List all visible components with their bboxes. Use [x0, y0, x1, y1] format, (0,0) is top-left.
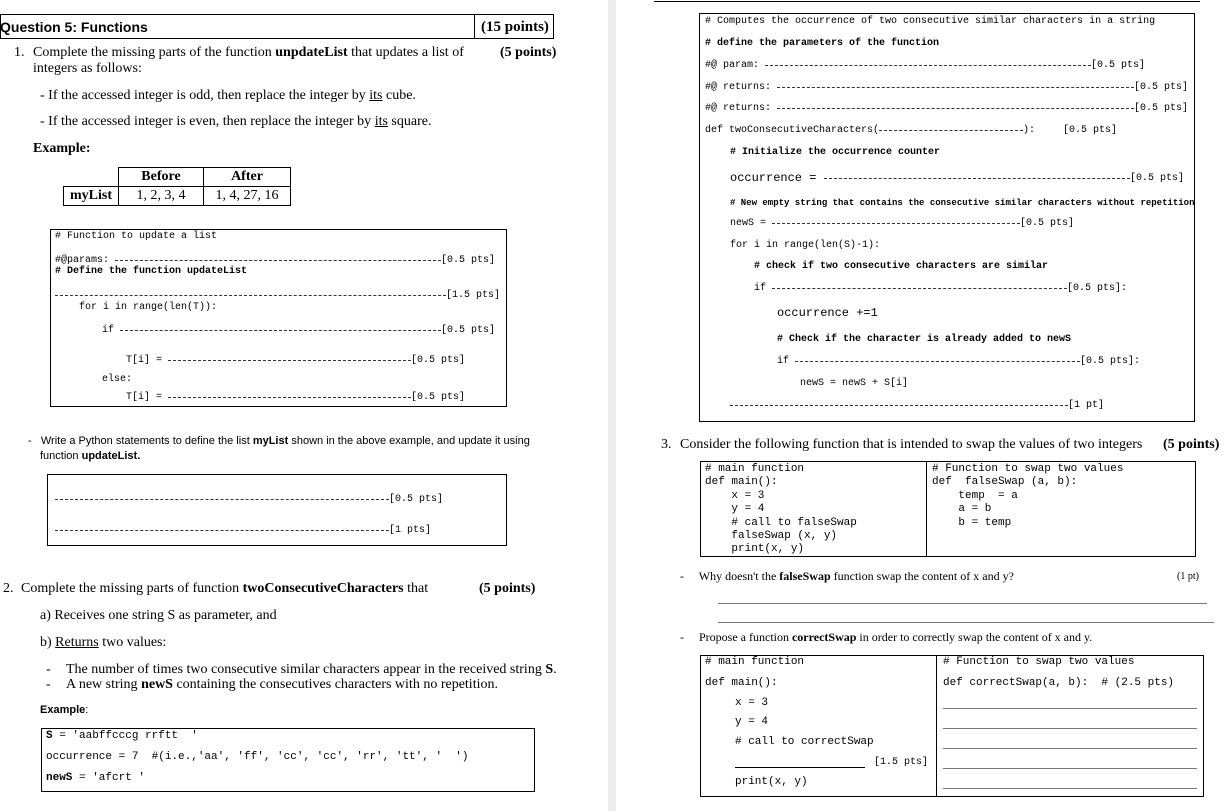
blank-dash[interactable]: [55, 530, 389, 531]
rc-check-comment: # check if two consecutive characters are similar: [754, 261, 1049, 272]
question-points: (15 points): [481, 19, 549, 35]
code-line: falseSwap (x, y): [705, 530, 838, 543]
code-ti2: T[i] =: [126, 392, 169, 403]
c-func-l1: # Function to swap two values: [943, 656, 1135, 668]
correct-body-line-4[interactable]: [943, 768, 1197, 769]
bullet-1: [66, 662, 557, 678]
rc-news-comment: # New empty string that contains the consecutive similar characters without repetition: [730, 198, 1195, 208]
blank-dash[interactable]: [55, 295, 446, 296]
code-line: # Function to swap two values: [932, 463, 1124, 475]
code-if: if: [102, 325, 121, 336]
rule-odd-u: its: [369, 88, 383, 103]
part2-text: [21, 581, 428, 597]
rc-if1: if: [754, 283, 773, 294]
code-else: else:: [102, 374, 133, 385]
rc-ret1-pts: [0.5 pts]: [1133, 82, 1188, 93]
rule-even-a: - If the accessed integer is even, then replace the integer by: [40, 114, 375, 129]
example-s: [46, 730, 198, 742]
rc-param-line: [705, 60, 1145, 71]
swap-box-divider: [926, 461, 927, 557]
example-table-wrap: [63, 167, 291, 206]
why-question: [680, 569, 1014, 584]
table-header-after: After: [204, 168, 291, 187]
part3-points: (5 points): [1163, 437, 1220, 452]
code-comment: # Function to update a list: [55, 231, 218, 242]
rc-ret1: #@ returns:: [705, 82, 778, 93]
part2-b-u: Returns: [55, 635, 99, 650]
swap-func-code: [932, 463, 1123, 530]
rc-occ-inc-text: occurrence +=1: [777, 306, 878, 320]
table-cell-after: 1, 4, 27, 16: [204, 187, 291, 206]
rule-odd-b: cube.: [382, 88, 416, 103]
code-line: def main():: [705, 476, 778, 489]
part2-example-colon: :: [85, 704, 89, 716]
part1-func: unpdateList: [275, 45, 348, 60]
code-line: x = 3: [705, 489, 765, 502]
answer-line-1: [55, 494, 443, 505]
rc-occ-pts: [0.5 pts]: [1129, 172, 1184, 184]
propose-a: Propose a function: [699, 630, 792, 644]
part2-b-b: two values:: [98, 635, 167, 650]
blank-dash[interactable]: [120, 330, 441, 331]
part2-example-label: Example: [40, 704, 86, 716]
rc-if2-line: [777, 356, 1140, 367]
code-define-comment: # Define the function updateList: [55, 266, 248, 277]
propose-bold: correctSwap: [791, 630, 857, 644]
rc-returns-2: [705, 103, 1188, 114]
part2-example: [40, 704, 88, 716]
code-line: # call to falseSwap: [705, 516, 857, 529]
rc-init-comment: # Initialize the occurrence counter: [730, 147, 941, 158]
propose-dash: -: [680, 630, 684, 644]
code-ti1-line: [126, 355, 465, 366]
code-ti1: T[i] =: [126, 355, 169, 366]
rc-occ-inc: [777, 306, 878, 320]
blank-dash[interactable]: [55, 499, 389, 500]
correct-box-divider: [936, 655, 937, 797]
rule-even-u: its: [374, 114, 388, 129]
correct-body-line-5[interactable]: [943, 788, 1197, 789]
blank-dash[interactable]: [115, 260, 441, 261]
correct-body-line-1[interactable]: [943, 708, 1197, 709]
rc-news-add: newS = newS + S[i]: [800, 378, 909, 389]
bullet-1-dash: -: [46, 662, 51, 677]
rc-def-pts: [0.5 pts]: [1063, 125, 1118, 136]
example-s-val: = 'aabffcccg rrftt ': [52, 730, 198, 742]
task-text-a: Write a Python statements to define the list: [40, 435, 253, 447]
table-row-label: myList: [64, 187, 119, 206]
table-row: [64, 187, 291, 206]
rc-if1-line: [754, 283, 1127, 294]
task-text: [28, 435, 530, 447]
task-text-line2: [40, 450, 140, 462]
task-dash: -: [28, 435, 32, 447]
part1-text-line2: integers as follows:: [33, 61, 142, 76]
blank-dash[interactable]: [772, 288, 1067, 289]
bullet-2-b: containing the consecutives characters with no repetition.: [172, 677, 498, 692]
propose-question: [680, 630, 1092, 645]
part2-text-a: Complete the missing parts of function: [21, 581, 243, 596]
bullet-1-b: .: [553, 662, 557, 677]
c-main-l3: x = 3: [735, 697, 769, 709]
correct-call-line[interactable]: [735, 767, 865, 768]
part3-text: Consider the following function that is intended to swap the values of two integers: [680, 437, 1143, 452]
part2-b-a: b): [40, 635, 56, 650]
rc-ret-pts: [1 pt]: [1067, 400, 1104, 411]
correct-body-line-2[interactable]: [943, 728, 1197, 729]
code-line: temp = a: [932, 489, 1018, 502]
code-if-pts: [0.5 pts]: [440, 325, 495, 336]
swap-main-code: [705, 463, 857, 557]
part2-b: [40, 635, 166, 651]
why-answer-line-2[interactable]: [718, 622, 1214, 623]
blank-dash[interactable]: [879, 130, 1023, 131]
rc-check2-comment: # Check if the character is already added to newS: [777, 334, 1072, 345]
blank-dash[interactable]: [168, 397, 411, 398]
part2-a: a) Receives one string S as parameter, and: [40, 608, 277, 623]
code-def-line: [55, 290, 500, 301]
rc-news: newS =: [730, 218, 773, 229]
rc-comment-2: # define the parameters of the function: [705, 38, 940, 49]
part2-func: twoConsecutiveCharacters: [242, 581, 404, 596]
rc-def-line: [705, 125, 1035, 136]
code-line: # main function: [705, 463, 805, 475]
rule-even: [40, 114, 431, 130]
code-params: #@params:: [55, 255, 116, 266]
example-occurrence: occurrence = 7 #(i.e.,'aa', 'ff', 'cc', 'cc', 'rr', 'tt', ' '): [46, 751, 469, 763]
part1-text-a: Complete the missing parts of the function: [33, 45, 276, 60]
part1-points: (5 points): [500, 45, 557, 60]
why-answer-line-1[interactable]: [718, 603, 1207, 604]
why-points: (1 pt): [1177, 571, 1199, 582]
rc-news-line: [730, 218, 1074, 229]
rc-def: def twoConsecutiveCharacters(: [705, 125, 880, 136]
blank-dash[interactable]: [777, 108, 1134, 109]
bullet-2: [66, 677, 498, 693]
why-b: function swap the content of x and y?: [830, 569, 1014, 583]
why-dash: -: [680, 569, 684, 583]
answer-pts-1: [0.5 pts]: [388, 494, 443, 505]
table-cell-before: 1, 2, 3, 4: [119, 187, 204, 206]
c-main-l2: def main():: [705, 677, 778, 689]
code-ti2-pts: [0.5 pts]: [410, 392, 465, 403]
code-for-line: for i in range(len(T)):: [79, 302, 218, 313]
part2-text-b: that: [403, 581, 429, 596]
propose-b: in order to correctly swap the content of x and y.: [856, 630, 1093, 644]
c-main-l7: print(x, y): [735, 776, 808, 788]
rc-ret2-pts: [0.5 pts]: [1133, 103, 1188, 114]
code-line: a = b: [932, 503, 992, 516]
example-s-label: S: [46, 730, 53, 742]
why-bold: falseSwap: [779, 569, 831, 583]
rc-if2-pts: [0.5 pts]:: [1079, 356, 1140, 367]
example-news: [46, 772, 145, 784]
correct-body-line-3[interactable]: [943, 748, 1197, 749]
rc-for-line: for i in range(len(S)-1):: [730, 240, 881, 251]
task-bold: myList: [252, 435, 289, 447]
bullet-1-bold: S: [545, 662, 554, 677]
code-params-line: [55, 255, 495, 266]
rc-param: #@ param:: [705, 60, 766, 71]
part1-text: [33, 45, 464, 61]
rc-returns-1: [705, 82, 1188, 93]
example-table: [63, 167, 291, 206]
blank-dash[interactable]: [795, 361, 1080, 362]
code-line: print(x, y): [705, 543, 805, 556]
code-ti1-pts: [0.5 pts]: [410, 355, 465, 366]
rule-even-b: square.: [387, 114, 432, 129]
rc-return-line: [730, 400, 1104, 411]
bullet-2-a: A new string: [66, 677, 142, 692]
c-main-l4: y = 4: [735, 716, 769, 728]
blank-dash[interactable]: [730, 405, 1068, 406]
answer-pts-2: [1 pts]: [388, 525, 431, 536]
rc-def-post: ):: [1022, 125, 1035, 136]
bullet-2-dash: -: [46, 677, 51, 692]
blank-dash[interactable]: [777, 87, 1134, 88]
blank-dash[interactable]: [824, 178, 1130, 179]
rc-news-pts: [0.5 pts]: [1019, 218, 1074, 229]
rc-occ-line: [730, 171, 1184, 185]
rule-odd: [40, 88, 416, 104]
c-main-pts: [1.5 pts]: [874, 757, 929, 768]
part1-text-b: that updates a list of: [347, 45, 464, 60]
rc-param-pts: [0.5 pts]: [1090, 60, 1145, 71]
bullet-1-a: The number of times two consecutive similar characters appear in the received string: [66, 662, 546, 677]
part2-number: 2.: [3, 581, 14, 596]
task-text-b: shown in the above example, and update it using: [288, 435, 530, 447]
table-corner: [64, 168, 119, 187]
answer-line-2: [55, 525, 431, 536]
code-params-pts: [0.5 pts]: [440, 255, 495, 266]
question-title: Question 5: Functions: [0, 19, 148, 35]
code-def-pts: [1.5 pts]: [445, 290, 500, 301]
code-if-line: [102, 325, 495, 336]
c-func-l2: def correctSwap(a, b): # (2.5 pts): [943, 677, 1175, 689]
table-header-row: [64, 168, 291, 187]
part1-example-label: Example:: [33, 141, 91, 156]
table-header-before: Before: [119, 168, 204, 187]
code-ti2-line: [126, 392, 465, 403]
task-line2-a: function: [40, 450, 82, 462]
code-line: b = temp: [932, 516, 1012, 529]
task-line2-bold: updateList.: [81, 450, 141, 462]
part3-number: 3.: [661, 437, 672, 452]
rule-odd-a: - If the accessed integer is odd, then replace the integer by: [40, 88, 370, 103]
rc-if1-pts: [0.5 pts]:: [1066, 283, 1127, 294]
why-a: Why doesn't the: [698, 569, 780, 583]
rc-occ: occurrence =: [730, 171, 824, 185]
rc-ret2: #@ returns:: [705, 103, 778, 114]
rc-comment-1: # Computes the occurrence of two consecutive similar characters in a string: [705, 16, 1156, 27]
top-rule-right: [654, 1, 1200, 2]
rc-if2: if: [777, 356, 796, 367]
blank-dash[interactable]: [168, 360, 411, 361]
example-news-val: = 'afcrt ': [72, 772, 146, 784]
c-main-l1: # main function: [705, 656, 805, 668]
code-line: def falseSwap (a, b):: [932, 476, 1078, 489]
c-main-l5: # call to correctSwap: [735, 736, 874, 748]
page-gutter: [608, 0, 616, 811]
example-news-label: newS: [46, 772, 73, 784]
part1-number: 1.: [14, 45, 25, 60]
bullet-2-bold: newS: [141, 677, 173, 692]
blank-dash[interactable]: [772, 223, 1020, 224]
blank-dash[interactable]: [765, 65, 1091, 66]
code-line: y = 4: [705, 503, 765, 516]
part2-points: (5 points): [479, 581, 536, 596]
